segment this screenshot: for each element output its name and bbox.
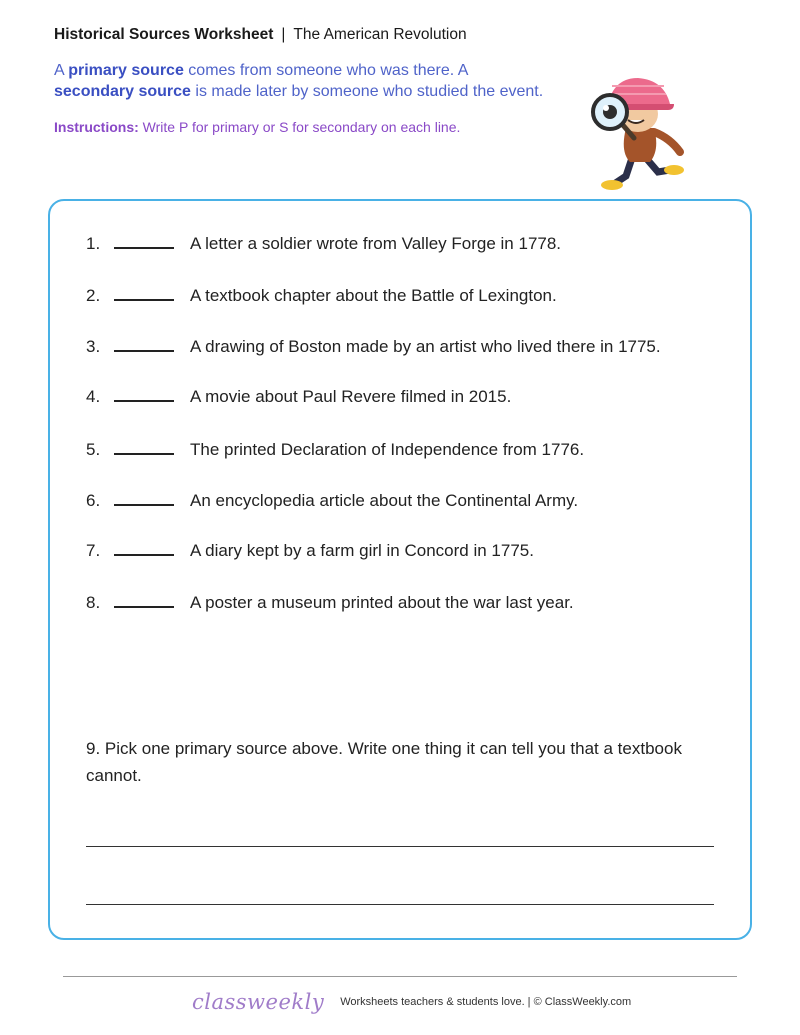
question-text: A textbook chapter about the Battle of Lexington. <box>190 286 557 305</box>
question-number: 4. <box>86 387 101 406</box>
questions-panel <box>48 199 752 940</box>
question-5 <box>86 440 584 460</box>
answer-line-2[interactable] <box>86 904 714 905</box>
question-text: A letter a soldier wrote from Valley Forge in 1778. <box>190 234 562 253</box>
answer-blank[interactable] <box>114 440 174 455</box>
detective-magnifier-icon <box>574 72 704 196</box>
question-number: 5. <box>86 440 101 459</box>
footer-divider <box>63 976 737 977</box>
question-text: A drawing of Boston made by an artist who lived there in 1775. <box>190 337 661 356</box>
answer-blank[interactable] <box>114 337 174 352</box>
definition-text <box>54 60 594 102</box>
intro-text-1: A <box>54 62 69 79</box>
question-number: 3. <box>86 337 101 356</box>
question-7 <box>86 541 534 561</box>
question-text: A diary kept by a farm girl in Concord in 1775. <box>190 541 534 560</box>
instructions-label: Instructions: <box>54 119 139 135</box>
classweekly-logo: classweekly <box>192 990 325 1014</box>
question-3 <box>86 337 661 357</box>
question-number: 1. <box>86 234 101 253</box>
question-number: 7. <box>86 541 101 560</box>
footer <box>192 990 631 1014</box>
answer-line-1[interactable] <box>86 846 714 847</box>
question-1 <box>86 234 561 254</box>
question-text: The printed Declaration of Independence from 1776. <box>190 440 585 459</box>
instructions <box>54 119 460 135</box>
secondary-source-term: secondary source <box>54 83 191 100</box>
answer-blank[interactable] <box>114 234 174 249</box>
answer-blank[interactable] <box>114 387 174 402</box>
worksheet-header <box>54 26 467 44</box>
question-8 <box>86 593 574 613</box>
question-2 <box>86 286 557 306</box>
worksheet-title: Historical Sources Worksheet <box>54 26 274 43</box>
answer-blank[interactable] <box>114 593 174 608</box>
question-number: 2. <box>86 286 101 305</box>
intro-text-3: is made later by someone who studied the event. <box>190 83 544 100</box>
question-text: A movie about Paul Revere filmed in 2015. <box>190 387 512 406</box>
footer-tagline: Worksheets teachers & students love. | © ClassWeekly.com <box>340 996 632 1008</box>
question-4 <box>86 387 511 407</box>
instructions-text: Write P for primary or S for secondary on each line. <box>138 119 461 135</box>
header-separator: | <box>281 26 286 43</box>
question-text: An encyclopedia article about the Continental Army. <box>190 491 579 510</box>
question-number: 8. <box>86 593 101 612</box>
question-6 <box>86 491 578 511</box>
intro-text-2: comes from someone who was there. A <box>183 62 469 79</box>
question-number: 6. <box>86 491 101 510</box>
worksheet-subtitle: The American Revolution <box>293 26 467 43</box>
question-9-prompt: 9. Pick one primary source above. Write one thing it can tell you that a textbook cannot. <box>86 739 682 785</box>
answer-blank[interactable] <box>114 491 174 506</box>
answer-blank[interactable] <box>114 541 174 556</box>
question-text: A poster a museum printed about the war last year. <box>190 593 574 612</box>
primary-source-term: primary source <box>68 62 184 79</box>
answer-blank[interactable] <box>114 286 174 301</box>
